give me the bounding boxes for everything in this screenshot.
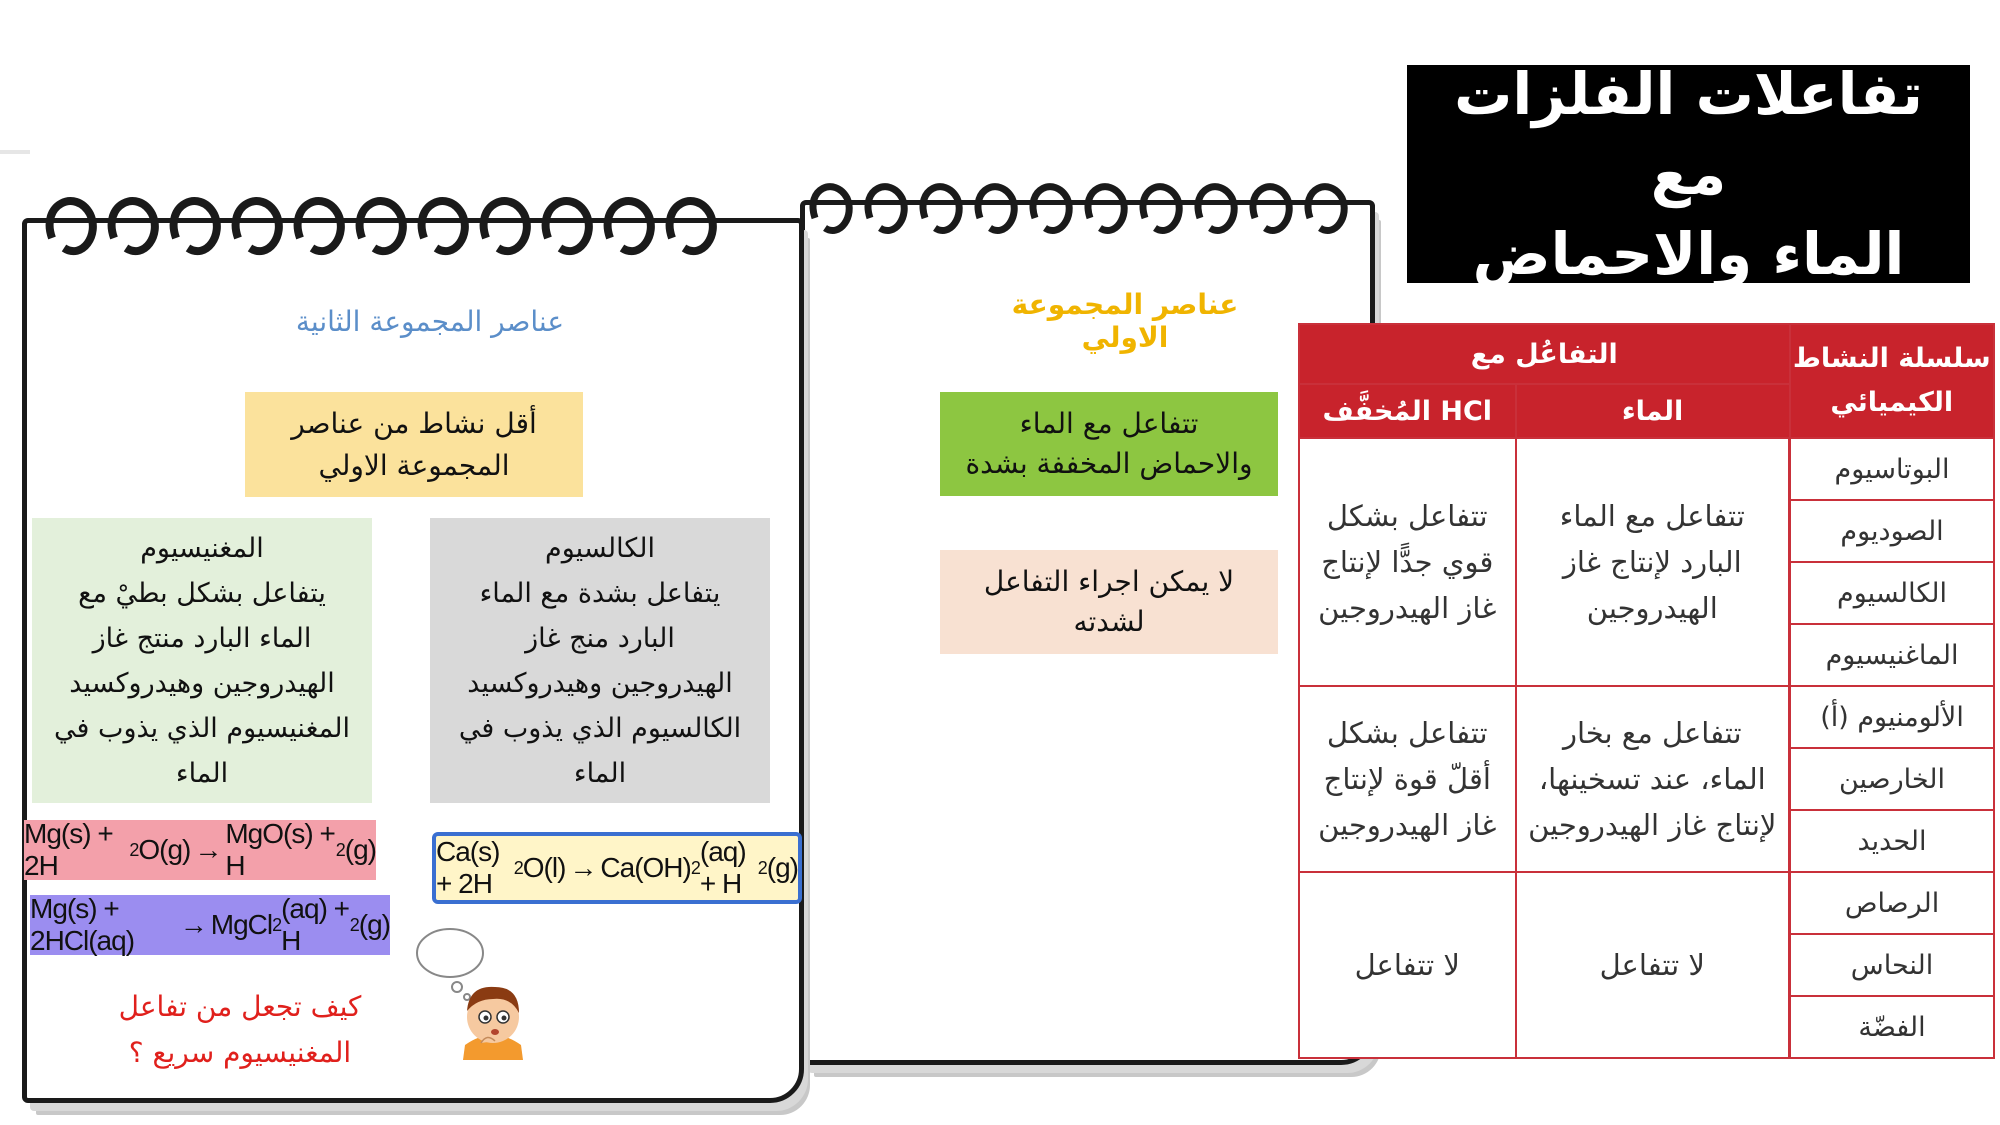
spiral-binding-right <box>795 168 1355 263</box>
group2-water-line-3: لإنتاج غاز الهيدروجين <box>1528 808 1777 842</box>
group-2-heading: عناصر المجموعة الثانية <box>295 305 565 338</box>
activity-series-table <box>1298 323 1995 1059</box>
equation-mg-water: Mg(s) + 2H 2 O(g) → MgO(s) + H 2 (g) <box>24 818 376 881</box>
magnesium-line-3: الماء البارد منتج غاز <box>92 622 312 654</box>
magnesium-line-1: المغنيسيوم <box>140 532 264 564</box>
equation-ca-water: Ca(s) + 2H 2 O(l) → Ca(OH) 2 (aq) + H 2 (g) <box>432 832 802 904</box>
magnesium-line-4: الهيدروجين وهيدروكسيد <box>69 667 335 699</box>
group2-hcl-line-2: أقلّ قوة لإنتاج <box>1323 762 1491 796</box>
header-series-text: سلسلة النشاط الكيميائي <box>1792 343 1991 418</box>
magnesium-line-2: يتفاعل بشكل بطيْ مع <box>78 577 326 609</box>
group2-water-line-2: الماء، عند تسخينها، <box>1538 762 1766 796</box>
metal-copper: النحاس <box>1790 934 1994 996</box>
question-text <box>90 980 390 1080</box>
calcium-line-5: الكالسيوم الذي يذوب في <box>458 712 742 744</box>
magnesium-line-5: المغنيسيوم الذي يذوب في <box>54 712 350 744</box>
group1-water-line-3: الهيدروجين <box>1586 591 1718 625</box>
group1-water-cell <box>1516 438 1790 686</box>
metal-zinc: الخارصين <box>1790 748 1994 810</box>
question-line-1: كيف تجعل من تفاعل <box>118 990 362 1023</box>
group-1-reaction-box <box>940 392 1278 496</box>
metal-magnesium: الماغنيسيوم <box>1790 624 1994 686</box>
header-series <box>1790 324 1994 438</box>
header-hcl: HCl المُخفَّف <box>1299 384 1516 438</box>
calcium-line-3: البارد منج غاز <box>525 622 675 654</box>
metal-potassium: البوتاسيوم <box>1790 438 1994 500</box>
question-line-2: المغنيسيوم سريع ؟ <box>128 1036 352 1069</box>
metal-sodium: الصوديوم <box>1790 500 1994 562</box>
group-1-heading: عناصر المجموعة الاولي <box>1011 288 1239 354</box>
peach-box-line-1: لا يمكن اجراء التفاعل <box>983 565 1235 598</box>
group1-hcl-line-3: غاز الهيدروجين <box>1318 591 1497 625</box>
spiral-binding-left <box>30 180 750 285</box>
group2-hcl-line-3: غاز الهيدروجين <box>1318 808 1497 842</box>
calcium-line-2: يتفاعل بشدة مع الماء <box>479 577 721 609</box>
calcium-line-6: الماء <box>573 757 627 789</box>
slide-title <box>1407 60 1970 288</box>
group1-hcl-cell <box>1299 438 1516 686</box>
group3-water-cell: لا تتفاعل <box>1516 872 1790 1058</box>
group1-hcl-line-1: تتفاعل بشكل <box>1326 499 1488 533</box>
yellow-box-line-1: أقل نشاط من عناصر <box>291 406 537 440</box>
title-line-2: الماء والاحماض <box>1472 220 1905 288</box>
group2-hcl-line-1: تتفاعل بشكل <box>1326 716 1488 750</box>
magnesium-box <box>32 518 372 803</box>
group1-water-line-2: البارد لإنتاج غاز <box>1562 545 1742 579</box>
group2-water-line-1: تتفاعل مع بخار <box>1562 716 1742 750</box>
metal-aluminium: الألومنيوم (أ) <box>1790 686 1994 748</box>
group3-hcl-cell: لا تتفاعل <box>1299 872 1516 1058</box>
yellow-box-line-2: المجموعة الاولي <box>318 448 510 482</box>
metal-calcium: الكالسيوم <box>1790 562 1994 624</box>
group-1-warning-box <box>940 550 1278 654</box>
calcium-line-4: الهيدروجين وهيدروكسيد <box>467 667 733 699</box>
calcium-box <box>430 518 770 803</box>
header-reaction: التفاعُل مع <box>1299 324 1790 384</box>
group1-hcl-line-2: قوي جدًّا لإنتاج <box>1321 545 1494 579</box>
paper-shadow-edge <box>0 150 30 154</box>
metal-iron: الحديد <box>1790 810 1994 872</box>
group2-water-cell <box>1516 686 1790 872</box>
calcium-line-1: الكالسيوم <box>545 532 655 564</box>
thought-bubble-icon <box>417 929 483 1000</box>
title-line-1: تفاعلات الفلزات مع <box>1454 60 1923 208</box>
peach-box-line-2: لشدته <box>1073 605 1145 638</box>
group1-water-line-1: تتفاعل مع الماء <box>1559 499 1745 533</box>
metal-lead: الرصاص <box>1790 872 1994 934</box>
header-water: الماء <box>1516 384 1790 438</box>
equation-mg-acid: Mg(s) + 2HCl(aq) → MgCl 2 (aq) + H 2 (g) <box>30 893 390 956</box>
magnesium-line-6: الماء <box>175 757 229 789</box>
green-box-line-1: تتفاعل مع الماء <box>1019 407 1199 440</box>
group-2-activity-box <box>245 392 583 497</box>
group2-hcl-cell <box>1299 686 1516 872</box>
thinking-boy-illustration <box>415 925 535 1060</box>
metal-silver: الفضّة <box>1790 996 1994 1058</box>
green-box-line-2: والاحماض المخففة بشدة <box>965 447 1253 480</box>
